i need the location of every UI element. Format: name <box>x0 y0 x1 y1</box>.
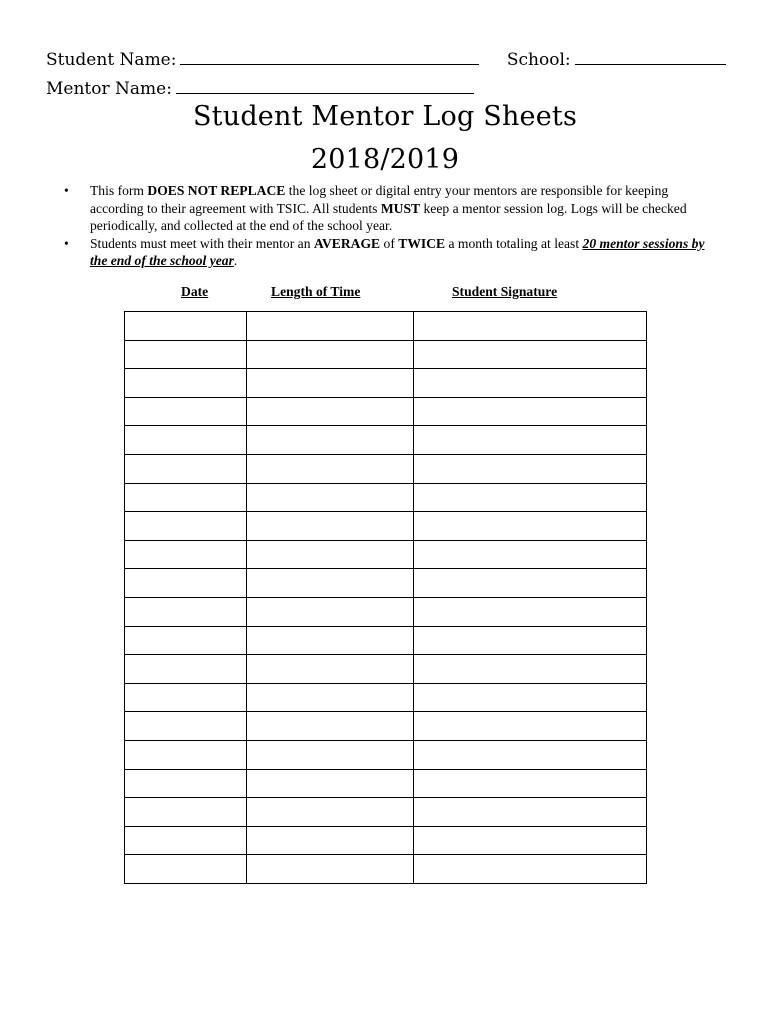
student-signature-cell[interactable] <box>414 540 647 569</box>
length-of-time-cell[interactable] <box>247 683 414 712</box>
log-row <box>125 397 647 426</box>
length-of-time-cell[interactable] <box>247 369 414 398</box>
date-cell[interactable] <box>125 397 247 426</box>
date-cell[interactable] <box>125 540 247 569</box>
instruction-text: keep a mentor session log. Logs will be checked periodically, and collected at the end of the school year. <box>90 200 687 233</box>
log-row <box>125 312 647 341</box>
instruction-text: Students must meet with their mentor an <box>90 235 314 251</box>
length-of-time-cell[interactable] <box>247 855 414 884</box>
mentor-row <box>46 75 474 99</box>
log-row <box>125 569 647 598</box>
student-signature-cell[interactable] <box>414 483 647 512</box>
log-row <box>125 740 647 769</box>
instruction-item <box>64 182 724 235</box>
log-row <box>125 712 647 741</box>
date-cell[interactable] <box>125 369 247 398</box>
date-cell[interactable] <box>125 597 247 626</box>
length-of-time-cell[interactable] <box>247 626 414 655</box>
log-row <box>125 826 647 855</box>
instruction-emphasis: TWICE <box>398 235 446 251</box>
student-signature-cell[interactable] <box>414 426 647 455</box>
log-row <box>125 855 647 884</box>
student-signature-cell[interactable] <box>414 855 647 884</box>
log-row <box>125 340 647 369</box>
date-cell[interactable] <box>125 340 247 369</box>
length-of-time-cell[interactable] <box>247 454 414 483</box>
log-row <box>125 683 647 712</box>
length-of-time-cell[interactable] <box>247 569 414 598</box>
log-row <box>125 597 647 626</box>
date-cell[interactable] <box>125 712 247 741</box>
instruction-text: This form <box>90 183 148 198</box>
bullet-icon: • <box>64 235 69 251</box>
length-of-time-cell[interactable] <box>247 712 414 741</box>
student-signature-cell[interactable] <box>414 569 647 598</box>
bullet-icon: • <box>64 183 69 198</box>
length-of-time-cell[interactable] <box>247 740 414 769</box>
date-cell[interactable] <box>125 683 247 712</box>
length-of-time-cell[interactable] <box>247 312 414 341</box>
instructions-list <box>64 182 724 270</box>
mentor-log-table <box>124 311 647 884</box>
length-of-time-cell[interactable] <box>247 426 414 455</box>
school-label: School: <box>506 50 571 70</box>
column-header-length-of-time: Length of Time <box>271 284 361 299</box>
date-cell[interactable] <box>125 426 247 455</box>
student-signature-cell[interactable] <box>414 597 647 626</box>
log-row <box>125 626 647 655</box>
date-cell[interactable] <box>125 855 247 884</box>
log-row <box>125 369 647 398</box>
date-cell[interactable] <box>125 569 247 598</box>
date-cell[interactable] <box>125 626 247 655</box>
student-signature-cell[interactable] <box>414 740 647 769</box>
student-signature-cell[interactable] <box>414 655 647 684</box>
length-of-time-cell[interactable] <box>247 512 414 541</box>
length-of-time-cell[interactable] <box>247 769 414 798</box>
student-signature-cell[interactable] <box>414 512 647 541</box>
log-row <box>125 769 647 798</box>
log-table-body <box>125 312 647 884</box>
school-group <box>507 46 726 70</box>
instruction-text: the log sheet or digital entry your mentors are responsible for keeping according to their agreement with TSIC. All students <box>90 183 669 216</box>
page-title: Student Mentor Log Sheets <box>192 101 578 132</box>
instruction-text: of <box>380 235 399 251</box>
instruction-emphasis: MUST <box>380 200 421 216</box>
instruction-text: a month totaling at least <box>445 235 583 251</box>
length-of-time-cell[interactable] <box>247 597 414 626</box>
student-name-field[interactable] <box>180 46 479 65</box>
school-field[interactable] <box>575 46 726 65</box>
instruction-text: . <box>233 253 238 268</box>
date-cell[interactable] <box>125 454 247 483</box>
length-of-time-cell[interactable] <box>247 540 414 569</box>
log-row <box>125 540 647 569</box>
log-row <box>125 655 647 684</box>
instruction-emphasis: DOES NOT REPLACE <box>147 183 286 198</box>
length-of-time-cell[interactable] <box>247 826 414 855</box>
date-cell[interactable] <box>125 312 247 341</box>
mentor-name-field[interactable] <box>176 75 474 94</box>
school-year: 2018/2019 <box>310 144 460 175</box>
student-signature-cell[interactable] <box>414 798 647 827</box>
length-of-time-cell[interactable] <box>247 655 414 684</box>
student-signature-cell[interactable] <box>414 769 647 798</box>
student-signature-cell[interactable] <box>414 626 647 655</box>
date-cell[interactable] <box>125 512 247 541</box>
student-signature-cell[interactable] <box>414 397 647 426</box>
student-school-row <box>46 46 726 70</box>
date-cell[interactable] <box>125 655 247 684</box>
mentor-name-label: Mentor Name: <box>46 79 172 99</box>
student-signature-cell[interactable] <box>414 369 647 398</box>
instruction-emphasis: AVERAGE <box>313 235 381 251</box>
instruction-emphasis: 20 mentor sessions by the end of the school year <box>90 235 705 268</box>
log-column-headers <box>0 284 770 304</box>
log-row <box>125 483 647 512</box>
length-of-time-cell[interactable] <box>247 340 414 369</box>
log-row <box>125 512 647 541</box>
date-cell[interactable] <box>125 798 247 827</box>
date-cell[interactable] <box>125 769 247 798</box>
date-cell[interactable] <box>125 483 247 512</box>
length-of-time-cell[interactable] <box>247 483 414 512</box>
date-cell[interactable] <box>125 740 247 769</box>
length-of-time-cell[interactable] <box>247 397 414 426</box>
length-of-time-cell[interactable] <box>247 798 414 827</box>
log-row <box>125 426 647 455</box>
student-signature-cell[interactable] <box>414 712 647 741</box>
student-signature-cell[interactable] <box>414 683 647 712</box>
student-signature-cell[interactable] <box>414 312 647 341</box>
student-signature-cell[interactable] <box>414 826 647 855</box>
log-row <box>125 454 647 483</box>
student-signature-cell[interactable] <box>414 340 647 369</box>
log-row <box>125 798 647 827</box>
column-header-date: Date <box>181 284 209 299</box>
student-name-label: Student Name: <box>46 50 177 70</box>
date-cell[interactable] <box>125 826 247 855</box>
column-header-student-signature: Student Signature <box>452 284 558 299</box>
student-signature-cell[interactable] <box>414 454 647 483</box>
instruction-item <box>64 235 724 270</box>
